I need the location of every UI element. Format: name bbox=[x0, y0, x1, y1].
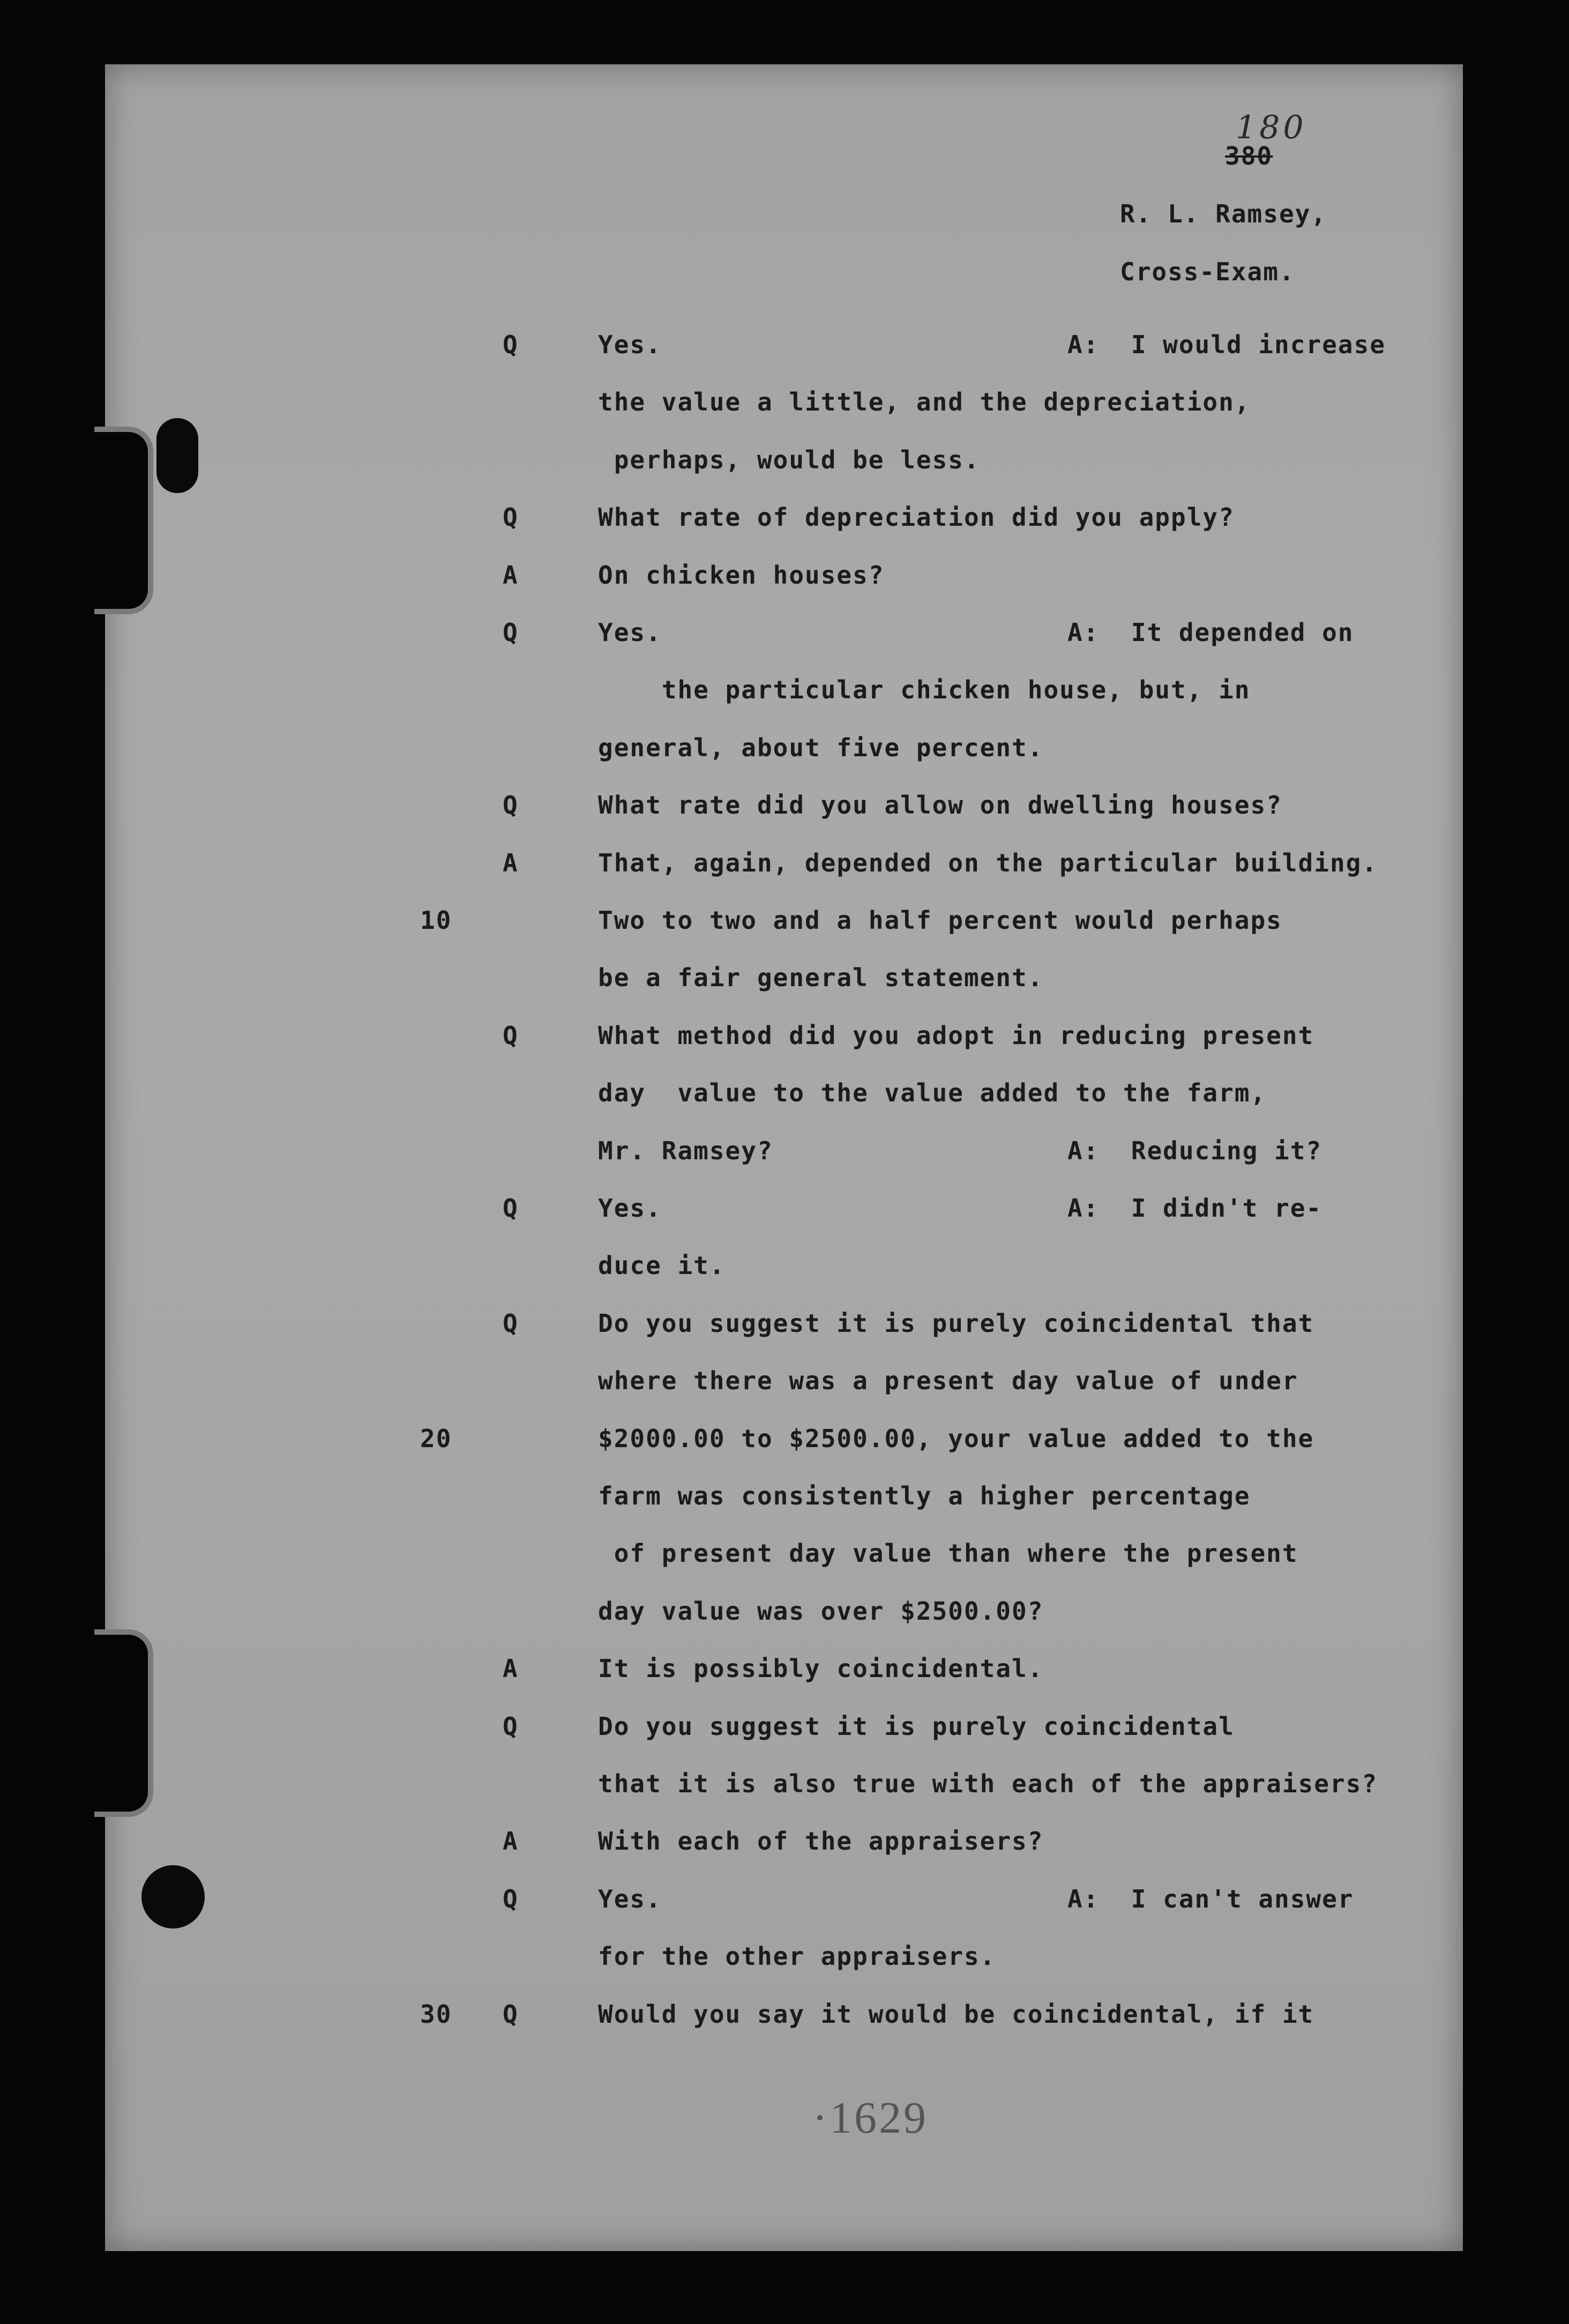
line-text: where there was a present day value of under bbox=[598, 1366, 1298, 1395]
binder-tab-lower bbox=[94, 1629, 153, 1817]
answer-text: A: I would increase bbox=[1067, 330, 1386, 359]
transcript-page bbox=[105, 64, 1463, 2251]
speaker-mark: Q bbox=[503, 1884, 519, 1913]
line-text: Do you suggest it is purely coincidental bbox=[598, 1712, 1235, 1741]
speaker-mark: Q bbox=[503, 1021, 519, 1050]
speaker-mark: Q bbox=[503, 1309, 519, 1338]
speaker-mark: Q bbox=[503, 791, 519, 820]
punch-hole-upper bbox=[156, 418, 198, 493]
handwritten-page-number: 180 bbox=[1236, 109, 1307, 146]
line-text: Two to two and a half percent would perhaps bbox=[598, 906, 1282, 935]
line-text: duce it. bbox=[598, 1251, 726, 1280]
speaker-mark: Q bbox=[503, 503, 519, 532]
line-number: 30 bbox=[420, 2000, 452, 2029]
speaker-mark: A bbox=[503, 1654, 519, 1683]
line-text: What rate of depreciation did you apply? bbox=[598, 503, 1235, 532]
line-text: that it is also true with each of the appraisers? bbox=[598, 1769, 1378, 1798]
line-number: 10 bbox=[420, 906, 452, 935]
binder-tab-upper bbox=[94, 427, 153, 614]
line-text: for the other appraisers. bbox=[598, 1942, 996, 1971]
speaker-mark: Q bbox=[503, 330, 519, 359]
archive-stamp-number: ·1629 bbox=[812, 2093, 928, 2143]
line-text: Would you say it would be coincidental, if it bbox=[598, 2000, 1314, 2029]
line-text: Mr. Ramsey? bbox=[598, 1136, 773, 1165]
line-text: $2000.00 to $2500.00, your value added to the bbox=[598, 1424, 1314, 1453]
speaker-mark: Q bbox=[503, 618, 519, 647]
line-text: be a fair general statement. bbox=[598, 963, 1044, 992]
speaker-mark: Q bbox=[503, 2000, 519, 2029]
line-text: Yes. bbox=[598, 1194, 662, 1223]
line-text: the particular chicken house, but, in bbox=[598, 675, 1251, 704]
typed-page-number: 380 bbox=[1225, 141, 1273, 170]
line-text: day value was over $2500.00? bbox=[598, 1597, 1044, 1626]
line-text: farm was consistently a higher percentage bbox=[598, 1481, 1251, 1510]
line-text: Yes. bbox=[598, 618, 662, 647]
answer-text: A: It depended on bbox=[1067, 618, 1354, 647]
line-text: day value to the value added to the farm, bbox=[598, 1078, 1267, 1107]
line-number: 20 bbox=[420, 1424, 452, 1453]
speaker-mark: A bbox=[503, 561, 519, 590]
witness-name: R. L. Ramsey, bbox=[1120, 199, 1327, 228]
line-text: Yes. bbox=[598, 330, 662, 359]
punch-hole-lower bbox=[141, 1865, 205, 1928]
line-text: Do you suggest it is purely coincidental that bbox=[598, 1309, 1314, 1338]
line-text: of present day value than where the present bbox=[598, 1539, 1298, 1568]
line-text: It is possibly coincidental. bbox=[598, 1654, 1044, 1683]
line-text: the value a little, and the depreciation, bbox=[598, 388, 1251, 416]
speaker-mark: A bbox=[503, 1827, 519, 1856]
line-text: That, again, depended on the particular building. bbox=[598, 848, 1378, 877]
line-text: general, about five percent. bbox=[598, 733, 1044, 762]
line-text: With each of the appraisers? bbox=[598, 1827, 1044, 1856]
answer-text: A: Reducing it? bbox=[1067, 1136, 1323, 1165]
speaker-mark: Q bbox=[503, 1712, 519, 1741]
examination-type: Cross-Exam. bbox=[1120, 257, 1295, 286]
line-text: Yes. bbox=[598, 1884, 662, 1913]
line-text: What rate did you allow on dwelling houses? bbox=[598, 791, 1282, 820]
answer-text: A: I can't answer bbox=[1067, 1884, 1354, 1913]
line-text: perhaps, would be less. bbox=[598, 445, 980, 474]
speaker-mark: Q bbox=[503, 1194, 519, 1223]
answer-text: A: I didn't re- bbox=[1067, 1194, 1323, 1223]
speaker-mark: A bbox=[503, 848, 519, 877]
line-text: On chicken houses? bbox=[598, 561, 885, 590]
line-text: What method did you adopt in reducing present bbox=[598, 1021, 1314, 1050]
